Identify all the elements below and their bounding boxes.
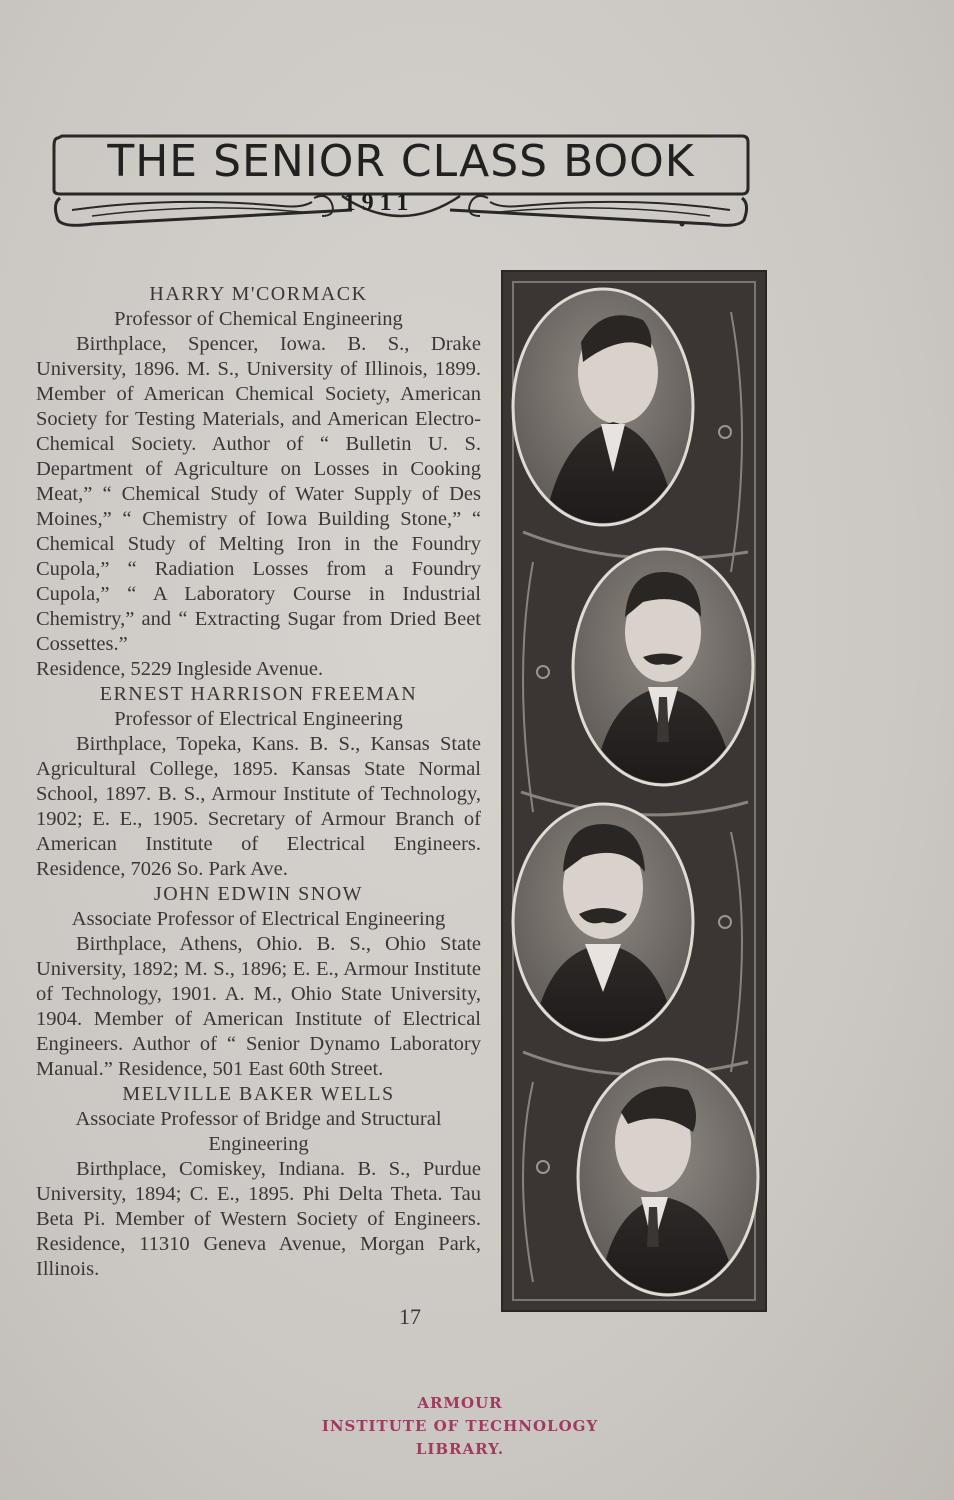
portrait-freeman xyxy=(573,549,753,792)
portrait-panel-art xyxy=(503,272,765,1310)
entry-freeman xyxy=(36,682,481,882)
portrait-panel xyxy=(501,270,767,1312)
stamp-line-2: INSTITUTE OF TECHNOLOGY xyxy=(321,1417,599,1435)
entry-snow xyxy=(36,882,481,1082)
entry-name: JOHN EDWIN SNOW xyxy=(153,883,364,905)
entry-wells xyxy=(36,1082,481,1282)
banner-title: THE SENIOR CLASS BOOK xyxy=(107,136,695,187)
entry-bio: Birthplace, Spencer, Iowa. B. S., Drake University, 1896. M. S., University of Illinois, 1899. Member of American Chemical Society, American Society for Testing Materials, and American Electro-Chemical Society. Author of “ Bulletin U. S. Department of Agriculture on Losses in Cooking Meat,” “ Chemical Study of Water Supply of Des Moines,” “ Chemistry of Iowa Building Stone,” “ Chemical Study of Melting Iron in the Foundry Cupola,” “ Radiation Losses from a Foundry Cupola,” “ A Laboratory Course in Industrial Chemistry,” and “ Extracting Sugar from Dried Beet Cossettes.” xyxy=(36,333,481,655)
library-stamp xyxy=(250,1392,670,1461)
entry-mccormack xyxy=(36,282,481,682)
entry-title: Associate Professor of Bridge and Structural Engineering xyxy=(75,1108,442,1155)
portrait-snow xyxy=(513,804,693,1047)
banner-year: 1911 xyxy=(343,190,415,216)
entry-residence: Residence, 5229 Ingleside Avenue. xyxy=(36,658,324,680)
entry-title: Associate Professor of Electrical Engineering xyxy=(71,908,446,930)
entry-bio: Birthplace, Comiskey, Indiana. B. S., Purdue University, 1894; C. E., 1895. Phi Delta Theta. Tau Beta Pi. Member of Western Society of Engineers. Residence, 11310 Geneva Avenue, Morgan Park, Illinois. xyxy=(36,1158,481,1280)
header-banner xyxy=(52,132,750,232)
entry-title: Professor of Chemical Engineering xyxy=(114,308,403,330)
faculty-text-column xyxy=(36,282,481,1282)
portrait-wells xyxy=(578,1059,758,1302)
entry-name: HARRY M'CORMACK xyxy=(149,283,368,305)
entry-name: ERNEST HARRISON FREEMAN xyxy=(99,683,418,705)
entry-title: Professor of Electrical Engineering xyxy=(114,708,403,730)
entry-bio: Birthplace, Topeka, Kans. B. S., Kansas State Agricultural College, 1895. Kansas State Normal School, 1897. B. S., Armour Institute of Technology, 1902; E. E., 1905. Secretary of Armour Branch of American Institute of Electrical Engineers. Residence, 7026 So. Park Ave. xyxy=(36,733,481,880)
stamp-line-3: LIBRARY. xyxy=(415,1440,505,1458)
entry-bio: Birthplace, Athens, Ohio. B. S., Ohio State University, 1892; M. S., 1896; E. E., Armour Institute of Technology, 1901. A. M., Ohio State University, 1904. Member of American Institute of Electrical Engineers. Author of “ Senior Dynamo Laboratory Manual.” Residence, 501 East 60th Street. xyxy=(36,933,481,1080)
portrait-mccormack xyxy=(513,289,693,532)
entry-name: MELVILLE BAKER WELLS xyxy=(122,1083,395,1105)
stamp-line-1: ARMOUR xyxy=(417,1394,503,1412)
page-number: 17 xyxy=(399,1304,421,1329)
